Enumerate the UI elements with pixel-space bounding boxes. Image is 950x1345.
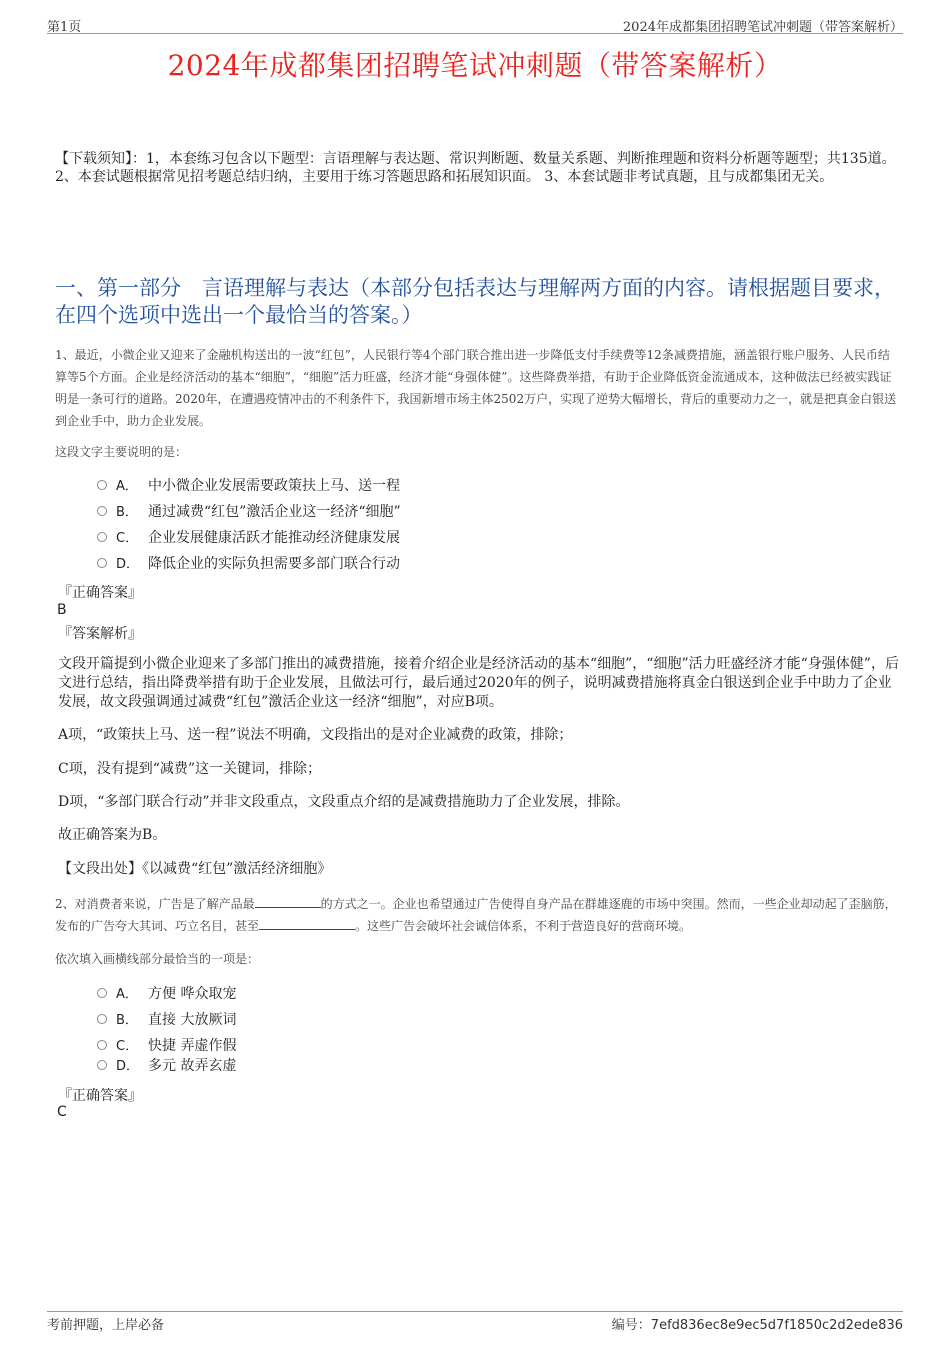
footer-slogan: 考前押题，上岸必备 — [47, 1318, 165, 1333]
radio-icon[interactable] — [97, 532, 107, 542]
q1-analysis-para: A项，“政策扶上马、送一程”说法不明确，文段指出的是对企业减费的政策，排除； — [58, 727, 573, 743]
option-text: 通过减费“红包”激活企业这一经济“细胞” — [148, 504, 401, 520]
q1-option-b[interactable] — [97, 502, 401, 522]
q2-answer-label: 『正确答案』 — [58, 1088, 142, 1104]
q2-text-part: 2、对消费者来说，广告是了解产品最 — [55, 897, 255, 911]
radio-icon[interactable] — [97, 506, 107, 516]
header-divider — [47, 33, 903, 34]
radio-icon[interactable] — [97, 1060, 107, 1070]
footer-divider — [47, 1311, 903, 1312]
fill-blank — [259, 919, 355, 930]
option-letter: A． — [116, 987, 138, 1002]
radio-icon[interactable] — [97, 1014, 107, 1024]
option-text: 企业发展健康活跃才能推动经济健康发展 — [148, 530, 400, 546]
option-letter: D． — [116, 557, 140, 572]
option-text: 直接 大放厥词 — [148, 1012, 237, 1028]
option-text: 降低企业的实际负担需要多部门联合行动 — [148, 556, 400, 572]
q1-answer-label: 『正确答案』 — [58, 585, 142, 601]
footer-id-label: 编号： — [611, 1318, 651, 1333]
q2-answer: C — [57, 1104, 67, 1120]
page-title: 2024年成都集团招聘笔试冲刺题（带答案解析） — [167, 49, 783, 82]
q1-analysis-para: C项，没有提到“减费”这一关键词，排除； — [58, 761, 322, 777]
q1-source: 【文段出处】《以减费“红包”激活经济细胞》 — [58, 861, 332, 877]
q1-analysis-para: 故正确答案为B。 — [58, 827, 167, 843]
section-heading: 一、第一部分 言语理解与表达（本部分包括表达与理解两方面的内容。请根据题目要求，在四个选项中选出一个最恰当的答案。） — [55, 276, 895, 327]
q1-option-c[interactable] — [97, 528, 400, 548]
option-text: 中小微企业发展需要政策扶上马、送一程 — [148, 478, 400, 494]
q1-prompt: 这段文字主要说明的是： — [55, 445, 188, 459]
header-doc-title: 2024年成都集团招聘笔试冲刺题（带答案解析） — [622, 20, 903, 35]
radio-icon[interactable] — [97, 558, 107, 568]
q2-text-part: 。这些广告会破坏社会诚信体系，不利于营造良好的营商环境。 — [355, 919, 692, 933]
q1-option-d[interactable] — [97, 554, 400, 574]
q2-text — [55, 893, 900, 937]
q2-text-part: 的方式之一。企业也希望通过广告使得自身产品在群雄逐鹿的市场中突围。然而，一些企业却动起了歪脑筋，发布的广告夸大其词、巧立名目，甚至 — [55, 897, 897, 933]
q1-text: 1、最近，小微企业又迎来了金融机构送出的一波“红包”，人民银行等4个部门联合推出进一步降低支付手续费等12条减费措施，涵盖银行账户服务、人民币结算等5个方面。企业是经济活动的基本“细胞”，“细胞”活力旺盛，经济才能“身强体健”。这些降费举措，有助于企业降低资金流通成本，这种做法已经被实践证明是一条可行的道路。2020年，在遭遇疫情冲击的不利条件下，我国新增市场主体2502万户，实现了逆势大幅增长，背后的重要动力之一，就是把真金白银送到企业手中，助力企业发展。 — [55, 348, 897, 428]
radio-icon[interactable] — [97, 480, 107, 490]
footer-id — [612, 1314, 903, 1333]
q2-option-a[interactable] — [97, 984, 236, 1004]
download-notice: 【下载须知】：1，本套练习包含以下题型：言语理解与表达题、常识判断题、数量关系题、判断推理题和资料分析题等题型；共135道。 2、本套试题根据常见招考题总结归纳，主要用于练习答题思路和拓展知识面。 3、本套试题非考试真题，且与成都集团无关。 — [55, 151, 896, 185]
q1-analysis-para: 文段开篇提到小微企业迎来了多部门推出的减费措施，接着介绍企业是经济活动的基本“细胞”，“细胞”活力旺盛经济才能“身强体健”，后文进行总结，指出降费举措有助于企业发展，且做法可行，最后通过2020年的例子，说明减费措施将真金白银送到企业手中助力了企业发展，故文段强调通过减费“红包”激活企业这一经济“细胞”，对应B项。 — [58, 656, 899, 710]
option-letter: C． — [116, 531, 139, 546]
q1-option-a[interactable] — [97, 476, 400, 496]
option-letter: B． — [116, 1013, 138, 1028]
option-text: 多元 故弄玄虚 — [148, 1058, 237, 1074]
footer-id-code: 7efd836ec8e9ec5d7f1850c2d2ede836 — [650, 1318, 903, 1333]
option-letter: D． — [116, 1059, 140, 1074]
q2-option-c[interactable] — [97, 1036, 236, 1056]
q2-option-b[interactable] — [97, 1010, 236, 1030]
fill-blank — [255, 897, 321, 908]
option-text: 方便 哗众取宠 — [148, 986, 237, 1002]
radio-icon[interactable] — [97, 988, 107, 998]
q1-analysis-label: 『答案解析』 — [58, 626, 142, 642]
q1-analysis-para: D项，“多部门联合行动”并非文段重点，文段重点介绍的是减费措施助力了企业发展，排除。 — [58, 794, 630, 810]
q2-prompt: 依次填入画横线部分最恰当的一项是： — [55, 952, 260, 966]
q1-answer: B — [57, 602, 67, 618]
option-letter: B． — [116, 505, 138, 520]
header-page-number: 第1页 — [47, 20, 82, 35]
option-letter: A． — [116, 479, 138, 494]
q2-option-d[interactable] — [97, 1056, 236, 1076]
option-text: 快捷 弄虚作假 — [148, 1038, 237, 1054]
option-letter: C． — [116, 1039, 139, 1054]
radio-icon[interactable] — [97, 1040, 107, 1050]
